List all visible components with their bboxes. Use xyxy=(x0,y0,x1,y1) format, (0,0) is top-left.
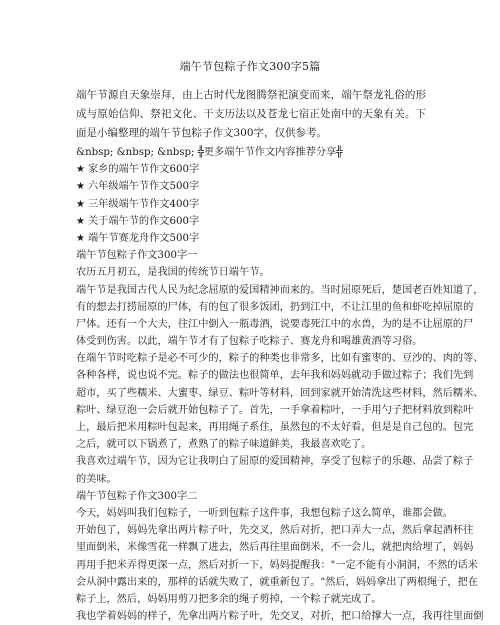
essay-line: 农历五月初五，是我国的传统节日端午节。 xyxy=(76,267,270,279)
document-title: 端午节包粽子作文300字5篇 xyxy=(179,60,321,73)
essay-line: 超市，买了些糯米、大蜜枣、绿豆、粽叶等材料，回到家就开始清洗这些材料，然后糯米、 xyxy=(76,387,484,399)
essay-line: 再用手把米弄得更深一点，然后对折一下，妈妈提醒我："一定不能有小洞洞，不然的话米 xyxy=(76,559,478,571)
document-body xyxy=(76,144,484,625)
recommended-item-label: 三年级端午节作文400字 xyxy=(88,198,200,210)
star-icon: ★ xyxy=(76,198,86,210)
essay-line: 会从洞中露出来的，那样的话就失败了，就重新包了。"然后，妈妈拿出了两根绳子，把在 xyxy=(76,576,478,588)
essay-line: 端午节是我国古代人民为纪念屈原的爱国精神而来的。当时屈原死后，楚国老百姓知道了， xyxy=(76,284,484,296)
recommended-item[interactable] xyxy=(76,230,428,247)
recommended-item-label: 关于端午节的作文600字 xyxy=(88,215,200,227)
recommended-item-label: 家乡的端午节作文600字 xyxy=(88,164,200,176)
more-articles-link[interactable]: &nbsp; &nbsp; &nbsp; ╬更多端午节作文内容推荐分享╬ xyxy=(76,147,343,158)
essay-line: 我也学着妈妈的样子，先拿出两片粽子叶，先交叉，对折，把口给撑大一点，我再往里面倒 xyxy=(76,611,484,623)
star-icon: ★ xyxy=(76,181,86,193)
star-icon: ★ xyxy=(76,232,86,244)
essay-line: 粽子上，然后，妈妈用剪刀把多余的绳子剪掉，一个粽子就完成了。 xyxy=(76,593,382,605)
essay-line: 里面倒米，米像雪花一样飘了进去，然后再往里面倒米，不一会儿，就把肉给埋了，妈妈 xyxy=(76,542,474,554)
recommended-item-label: 六年级端午节作文500字 xyxy=(88,181,200,193)
essay-line: 今天，妈妈叫我们包粽子，一听到包粽子这件事，我想包粽子这么简单，谁都会做。 xyxy=(76,507,453,519)
essay-line: 粽叶、绿豆泡一会后就开始包粽子了。首先，一手拿着粽叶，一手用勺子把材料放到粽叶 xyxy=(76,404,474,416)
recommended-item[interactable] xyxy=(76,178,428,195)
star-icon: ★ xyxy=(76,164,86,176)
essay-line: 有的想去打捞屈原的尸体，有的包了很多饭团，扔到江中，不让江里的鱼和虾吃掉屈原的 xyxy=(76,301,474,313)
recommended-item[interactable] xyxy=(76,161,428,178)
essay-line: 在端午节时吃粽子是必不可少的，粽子的种类也非常多，比如有蜜枣的、豆沙的、肉的等、 xyxy=(76,353,484,365)
essay-line: 上，最后把米用粽叶包起来，再用绳子系住，虽然包的不太好看，但是是自己包的。包完 xyxy=(76,422,474,433)
essay-line: 开始包了，妈妈先拿出两片粽子叶，先交叉，然后对折，把口弄大一点，然后拿起酒杯往 xyxy=(76,525,474,537)
recommended-item[interactable] xyxy=(76,213,428,230)
essay-heading: 端午节包粽子作文300字一 xyxy=(76,250,198,262)
essay-line: 我喜欢过端午节，因为它让我明白了屈原的爱国精神，享受了包粽子的乐趣、品尝了粽子 xyxy=(76,456,474,468)
essay-heading: 端午节包粽子作文300字二 xyxy=(76,490,198,502)
recommended-item[interactable] xyxy=(76,196,428,213)
essay-line: 体受到伤害。以此，端午节才有了包粽子吃粽子、赛龙舟和喝雄黄酒等习俗。 xyxy=(76,336,423,348)
essay-line: 之后，就可以下锅煮了，煮熟了的粽子味道鲜美，我最喜欢吃了。 xyxy=(76,439,372,451)
star-icon: ★ xyxy=(76,215,86,227)
essay-line: 各种各样，说也说不完。粽子的做法也很简单，去年我和妈妈就动手做过粽子；我们先到 xyxy=(76,370,474,382)
essay-line: 的美味。 xyxy=(76,473,117,485)
recommended-item-label: 端午节赛龙舟作文500字 xyxy=(88,232,200,244)
intro-paragraph: 端午节源自天象崇拜，由上古时代龙图腾祭祀演变而来，端午祭龙礼俗的形成与原始信仰、祭祀文化、干支历法以及苍龙七宿正处南中的天象有关。下面是小编整理的端午节包粽子作文300字，仅供参考。 xyxy=(76,89,426,139)
essay-line: 尸体。还有一个大夫，往江中倒入一瓶毒酒，说要毒死江中的水兽，为的是不让屈原的尸 xyxy=(76,318,474,330)
